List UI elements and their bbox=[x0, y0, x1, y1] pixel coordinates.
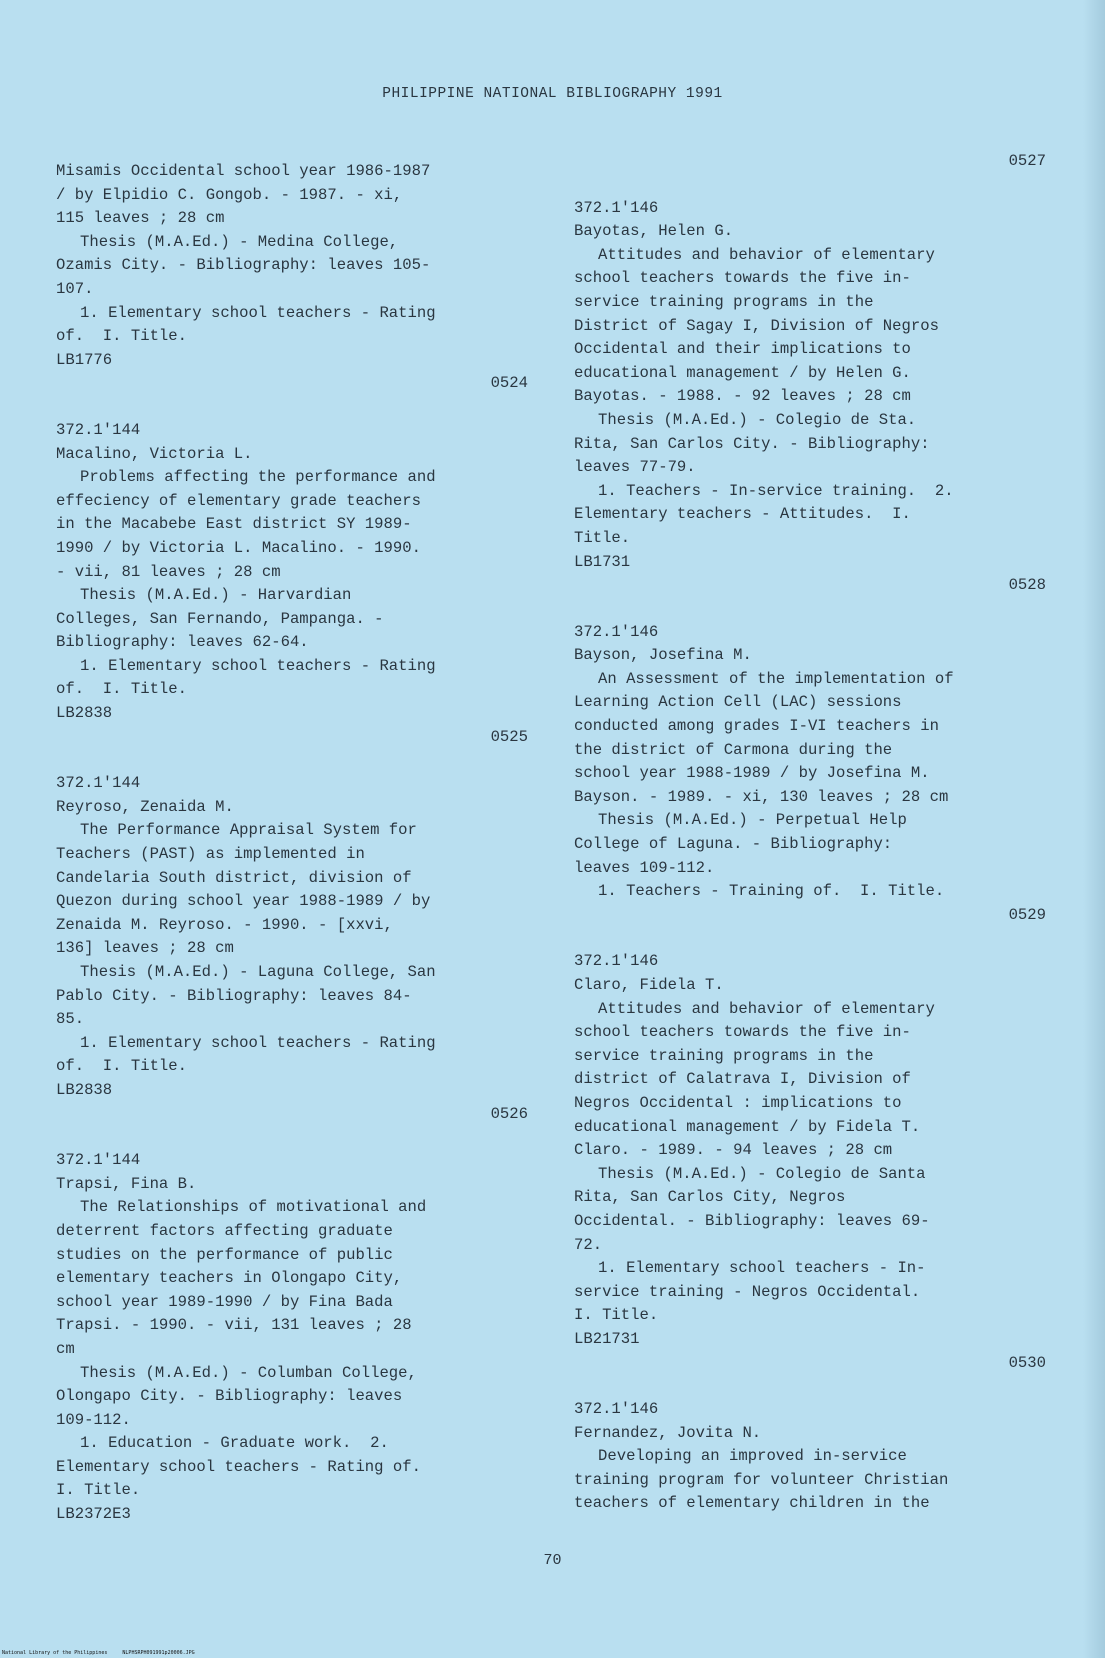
entry-number: 0525 bbox=[490, 727, 528, 746]
entry-line: leaves 109-112. bbox=[574, 858, 715, 877]
entry-spacer bbox=[574, 927, 1052, 950]
entry-spacer bbox=[574, 1375, 1052, 1398]
entry-line: LB1731 bbox=[574, 552, 631, 571]
entry-line: 1. Elementary school teachers - Rating bbox=[80, 656, 436, 675]
entry-line: leaves 77-79. bbox=[574, 458, 696, 477]
entry-line: educational management / by Fidela T. bbox=[574, 1117, 921, 1136]
entry-line: Bayotas, Helen G. bbox=[574, 222, 734, 241]
entry-line: Elementary teachers - Attitudes. I. bbox=[574, 505, 911, 524]
entry-line: training program for volunteer Christian bbox=[574, 1470, 949, 1489]
entry-line: Claro, Fidela T. bbox=[574, 976, 724, 994]
entry-line: of. I. Title. bbox=[56, 1057, 188, 1076]
entry-number: 0530 bbox=[1008, 1353, 1046, 1372]
entry-line: 85. bbox=[56, 1010, 85, 1029]
entry-line: 1. Education - Graduate work. 2. bbox=[80, 1434, 389, 1453]
entry-line: Occidental. - Bibliography: leaves 69- bbox=[574, 1211, 930, 1230]
entry-spacer bbox=[56, 1126, 534, 1149]
entry-line: 372.1'146 bbox=[574, 952, 659, 971]
entry-line: Misamis Occidental school year 1986-1987 bbox=[56, 162, 431, 180]
entry-line: Problems affecting the performance and bbox=[80, 468, 436, 487]
entry-line: - vii, 81 leaves ; 28 cm bbox=[56, 562, 281, 581]
entry-line: LB21731 bbox=[574, 1329, 640, 1348]
entry-line: Fernandez, Jovita N. bbox=[574, 1423, 762, 1442]
entry-line: 372.1'144 bbox=[56, 1151, 141, 1170]
entry-line: Thesis (M.A.Ed.) - Harvardian bbox=[80, 586, 352, 605]
entry-line: Quezon during school year 1988-1989 / by bbox=[56, 892, 431, 911]
page-header: PHILIPPINE NATIONAL BIBLIOGRAPHY 1991 bbox=[382, 86, 723, 102]
page-number: 70 bbox=[543, 1552, 562, 1569]
entry-line: I. Title. bbox=[574, 1306, 659, 1325]
entry-line: Colleges, San Fernando, Pampanga. - bbox=[56, 609, 384, 628]
entry-line: service training programs in the bbox=[574, 1046, 874, 1065]
entry-line: Rita, San Carlos City. - Bibliography: bbox=[574, 434, 930, 453]
entry-line: school year 1989-1990 / by Fina Bada bbox=[56, 1292, 393, 1311]
entry-line: Zenaida M. Reyroso. - 1990. - [xxvi, bbox=[56, 915, 393, 934]
entry-line: Attitudes and behavior of elementary bbox=[598, 245, 935, 264]
entry-line: of. I. Title. bbox=[56, 680, 188, 699]
entry-line: I. Title. bbox=[56, 1481, 141, 1500]
entry-line: LB2838 bbox=[56, 1080, 113, 1099]
entry-line: College of Laguna. - Bibliography: bbox=[574, 835, 893, 854]
entry-line: Macalino, Victoria L. bbox=[56, 444, 253, 463]
entry-line: Thesis (M.A.Ed.) - Laguna College, San bbox=[80, 963, 436, 981]
entry-line: Bayotas. - 1988. - 92 leaves ; 28 cm bbox=[574, 387, 911, 406]
entry-number: 0529 bbox=[1008, 905, 1046, 924]
right-column bbox=[574, 150, 1052, 1516]
left-column bbox=[56, 160, 534, 1527]
entry-spacer bbox=[574, 174, 1052, 197]
entry-line: Thesis (M.A.Ed.) - Columban College, bbox=[80, 1363, 417, 1382]
entry-line: Thesis (M.A.Ed.) - Medina College, bbox=[80, 232, 399, 251]
entry-line: Trapsi. - 1990. - vii, 131 leaves ; 28 bbox=[56, 1316, 412, 1335]
entry-line: 372.1'146 bbox=[574, 198, 659, 217]
entry-line: district of Calatrava I, Division of bbox=[574, 1070, 911, 1089]
entry-line: Learning Action Cell (LAC) sessions bbox=[574, 693, 902, 712]
entry-line: 1990 / by Victoria L. Macalino. - 1990. bbox=[56, 538, 421, 557]
entry-spacer bbox=[574, 598, 1052, 621]
entry-line: Bibliography: leaves 62-64. bbox=[56, 633, 309, 652]
entry-spacer bbox=[56, 749, 534, 772]
entry-line: 372.1'146 bbox=[574, 622, 659, 641]
entry-line: Bayson. - 1989. - xi, 130 leaves ; 28 cm bbox=[574, 787, 949, 806]
entry-line: 1. Elementary school teachers - Rating bbox=[80, 303, 436, 322]
entry-line: An Assessment of the implementation of bbox=[598, 669, 954, 688]
entry-line: Ozamis City. - Bibliography: leaves 105- bbox=[56, 256, 431, 275]
scan-credit: National Library of the Philippines NLPHSRPH091991p20006.JPG bbox=[2, 1650, 195, 1656]
entry-line: 1. Teachers - Training of. I. Title. bbox=[598, 882, 945, 901]
entry-number: 0524 bbox=[490, 374, 528, 393]
page-edge-shadow bbox=[1083, 0, 1105, 1658]
entry-line: 372.1'144 bbox=[56, 774, 141, 793]
entry-line: Candelaria South district, division of bbox=[56, 868, 412, 887]
entry-line: District of Sagay I, Division of Negros bbox=[574, 316, 939, 335]
entry-line: 1. Elementary school teachers - Rating bbox=[80, 1033, 436, 1052]
entry-line: The Relationships of motivational and bbox=[80, 1198, 427, 1217]
entry-line: deterrent factors affecting graduate bbox=[56, 1221, 393, 1240]
entry-line: The Performance Appraisal System for bbox=[80, 821, 417, 840]
entry-line: 1. Elementary school teachers - In- bbox=[598, 1259, 926, 1278]
entry-line: Reyroso, Zenaida M. bbox=[56, 797, 234, 816]
entry-line: school year 1988-1989 / by Josefina M. bbox=[574, 764, 930, 783]
entry-line: Trapsi, Fina B. bbox=[56, 1174, 197, 1193]
entry-line: 1. Teachers - In-service training. 2. bbox=[598, 481, 954, 500]
entry-line: Pablo City. - Bibliography: leaves 84- bbox=[56, 986, 412, 1005]
entry-number: 0528 bbox=[1008, 576, 1046, 595]
entry-line: Olongapo City. - Bibliography: leaves bbox=[56, 1387, 403, 1406]
entry-line: Thesis (M.A.Ed.) - Perpetual Help bbox=[598, 811, 907, 830]
entry-line: Bayson, Josefina M. bbox=[574, 646, 752, 665]
entry-line: Thesis (M.A.Ed.) - Colegio de Sta. bbox=[598, 410, 917, 429]
entry-line: elementary teachers in Olongapo City, bbox=[56, 1269, 403, 1288]
entry-line: studies on the performance of public bbox=[56, 1245, 393, 1264]
entry-line: Attitudes and behavior of elementary bbox=[598, 999, 935, 1018]
entry-line: 72. bbox=[574, 1235, 603, 1254]
entry-spacer bbox=[56, 396, 534, 419]
entry-line: 372.1'146 bbox=[574, 1400, 659, 1419]
entry-line: Rita, San Carlos City, Negros bbox=[574, 1188, 846, 1207]
entry-line: 115 leaves ; 28 cm bbox=[56, 209, 225, 228]
entry-line: effeciency of elementary grade teachers bbox=[56, 491, 421, 510]
entry-line: Thesis (M.A.Ed.) - Colegio de Santa bbox=[598, 1164, 926, 1183]
entry-line: educational management / by Helen G. bbox=[574, 363, 911, 382]
entry-number: 0526 bbox=[490, 1104, 528, 1123]
entry-line: 109-112. bbox=[56, 1410, 131, 1429]
entry-line: service training - Negros Occidental. bbox=[574, 1282, 921, 1301]
entry-line: Title. bbox=[574, 528, 631, 547]
entry-line: school teachers towards the five in- bbox=[574, 1023, 911, 1042]
entry-line: LB2838 bbox=[56, 704, 113, 723]
entry-line: conducted among grades I-VI teachers in bbox=[574, 717, 939, 736]
entry-line: Elementary school teachers - Rating of. bbox=[56, 1457, 421, 1476]
entry-line: school teachers towards the five in- bbox=[574, 269, 911, 288]
entry-line: the district of Carmona during the bbox=[574, 740, 893, 759]
entry-line: Developing an improved in-service bbox=[598, 1447, 907, 1466]
entry-line: 107. bbox=[56, 279, 94, 298]
entry-line: / by Elpidio C. Gongob. - 1987. - xi, bbox=[56, 185, 403, 204]
entry-line: LB1776 bbox=[56, 350, 113, 369]
entry-line: of. I. Title. bbox=[56, 327, 188, 346]
entry-line: Negros Occidental : implications to bbox=[574, 1093, 902, 1112]
entry-line: in the Macabebe East district SY 1989- bbox=[56, 515, 412, 534]
entry-line: 136] leaves ; 28 cm bbox=[56, 939, 234, 958]
entry-line: Teachers (PAST) as implemented in bbox=[56, 845, 365, 864]
entry-line: cm bbox=[56, 1339, 75, 1358]
entry-line: teachers of elementary children in the bbox=[574, 1494, 930, 1513]
entry-line: 372.1'144 bbox=[56, 420, 141, 439]
entry-number: 0527 bbox=[1008, 152, 1046, 170]
entry-line: Claro. - 1989. - 94 leaves ; 28 cm bbox=[574, 1141, 893, 1160]
entry-line: Occidental and their implications to bbox=[574, 340, 911, 359]
entry-line: LB2372E3 bbox=[56, 1505, 131, 1524]
entry-line: service training programs in the bbox=[574, 292, 874, 311]
